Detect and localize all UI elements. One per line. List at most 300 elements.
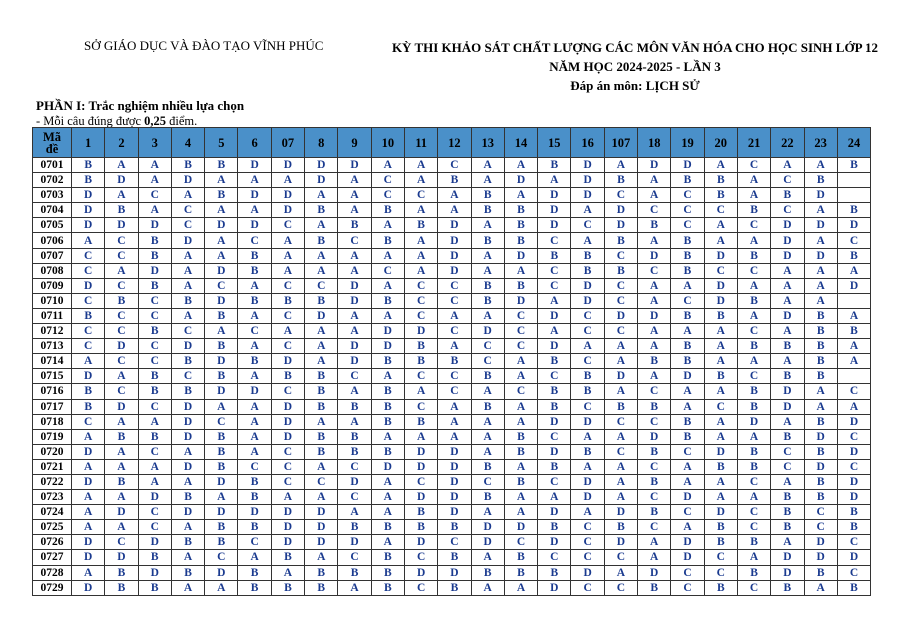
answer-cell: C bbox=[504, 384, 537, 399]
answer-cell: C bbox=[571, 550, 604, 565]
answer-cell: C bbox=[571, 535, 604, 550]
answer-cell: A bbox=[105, 520, 138, 535]
answer-cell: C bbox=[571, 354, 604, 369]
answer-cell: D bbox=[105, 173, 138, 188]
answer-cell: B bbox=[671, 173, 704, 188]
answer-cell: D bbox=[238, 505, 271, 520]
answer-cell: D bbox=[771, 308, 804, 323]
answer-cell: A bbox=[737, 308, 770, 323]
answer-cell: A bbox=[171, 444, 204, 459]
answer-cell: A bbox=[404, 158, 437, 173]
answer-cell: B bbox=[338, 218, 371, 233]
answer-cell: B bbox=[604, 399, 637, 414]
answer-cell: A bbox=[305, 550, 338, 565]
answer-cell: A bbox=[604, 158, 637, 173]
answer-cell: D bbox=[138, 218, 171, 233]
answer-cell: A bbox=[471, 173, 504, 188]
answer-cell: B bbox=[671, 308, 704, 323]
answer-cell: A bbox=[771, 158, 804, 173]
answer-cell: B bbox=[305, 444, 338, 459]
answer-cell: C bbox=[704, 263, 737, 278]
answer-cell: A bbox=[205, 580, 238, 595]
table-row bbox=[33, 414, 871, 429]
answer-cell: C bbox=[538, 233, 571, 248]
answer-cell: A bbox=[771, 354, 804, 369]
answer-cell: C bbox=[171, 203, 204, 218]
exam-code-cell: 0711 bbox=[33, 308, 72, 323]
answer-cell: D bbox=[438, 444, 471, 459]
answer-cell: A bbox=[704, 233, 737, 248]
answer-cell: A bbox=[704, 490, 737, 505]
answer-cell: B bbox=[305, 233, 338, 248]
question-column-header: 8 bbox=[305, 128, 338, 158]
exam-code-cell: 0728 bbox=[33, 565, 72, 580]
answer-cell: A bbox=[105, 263, 138, 278]
answer-cell: A bbox=[471, 414, 504, 429]
answer-cell: A bbox=[804, 263, 837, 278]
answer-cell: B bbox=[138, 429, 171, 444]
answer-cell: C bbox=[538, 278, 571, 293]
answer-cell: B bbox=[471, 369, 504, 384]
answer-cell: C bbox=[105, 233, 138, 248]
answer-cell: A bbox=[671, 399, 704, 414]
answer-cell: B bbox=[538, 158, 571, 173]
answer-cell: A bbox=[205, 203, 238, 218]
answer-cell: D bbox=[271, 203, 304, 218]
answer-cell: D bbox=[704, 444, 737, 459]
answer-cell: D bbox=[638, 158, 671, 173]
answer-cell: D bbox=[72, 218, 105, 233]
table-row bbox=[33, 324, 871, 339]
answer-cell: B bbox=[471, 293, 504, 308]
answer-cell: A bbox=[704, 354, 737, 369]
exam-code-cell: 0709 bbox=[33, 278, 72, 293]
table-row bbox=[33, 339, 871, 354]
answer-cell: A bbox=[671, 324, 704, 339]
exam-code-cell: 0702 bbox=[33, 173, 72, 188]
note-suffix: điểm. bbox=[166, 114, 198, 128]
answer-cell: C bbox=[404, 278, 437, 293]
answer-cell: D bbox=[338, 278, 371, 293]
answer-cell: B bbox=[471, 278, 504, 293]
answer-cell: B bbox=[737, 565, 770, 580]
answer-cell: C bbox=[571, 399, 604, 414]
answer-cell: A bbox=[171, 520, 204, 535]
question-column-header: 10 bbox=[371, 128, 404, 158]
answer-cell: A bbox=[238, 429, 271, 444]
answer-cell: D bbox=[238, 188, 271, 203]
question-column-header: 11 bbox=[404, 128, 437, 158]
answer-cell: B bbox=[837, 203, 870, 218]
answer-cell: D bbox=[338, 158, 371, 173]
answer-cell: C bbox=[105, 324, 138, 339]
answer-cell: C bbox=[604, 293, 637, 308]
exam-code-cell: 0720 bbox=[33, 444, 72, 459]
answer-cell: A bbox=[471, 505, 504, 520]
answer-cell: B bbox=[671, 354, 704, 369]
table-row bbox=[33, 505, 871, 520]
answer-cell: B bbox=[138, 278, 171, 293]
answer-cell: B bbox=[671, 248, 704, 263]
answer-cell: C bbox=[338, 233, 371, 248]
answer-cell: B bbox=[504, 218, 537, 233]
answer-cell: B bbox=[271, 580, 304, 595]
answer-cell: A bbox=[471, 580, 504, 595]
exam-code-cell: 0717 bbox=[33, 399, 72, 414]
question-column-header: 21 bbox=[737, 128, 770, 158]
table-row bbox=[33, 158, 871, 173]
answer-cell: B bbox=[138, 550, 171, 565]
answer-cell: D bbox=[604, 218, 637, 233]
answer-cell: B bbox=[238, 474, 271, 489]
answer-cell: B bbox=[105, 474, 138, 489]
answer-cell: B bbox=[771, 369, 804, 384]
table-row bbox=[33, 233, 871, 248]
answer-cell: D bbox=[837, 550, 870, 565]
answer-cell: A bbox=[771, 474, 804, 489]
answer-cell: D bbox=[271, 429, 304, 444]
answer-cell: D bbox=[271, 520, 304, 535]
answer-cell: D bbox=[671, 490, 704, 505]
question-column-header: 23 bbox=[804, 128, 837, 158]
answer-cell: C bbox=[438, 158, 471, 173]
answer-cell: D bbox=[138, 535, 171, 550]
answer-cell: C bbox=[504, 339, 537, 354]
answer-cell: D bbox=[404, 459, 437, 474]
answer-cell: D bbox=[105, 218, 138, 233]
answer-cell: C bbox=[604, 248, 637, 263]
exam-code-cell: 0708 bbox=[33, 263, 72, 278]
answer-cell: D bbox=[804, 535, 837, 550]
answer-cell: D bbox=[138, 490, 171, 505]
answer-cell: D bbox=[338, 354, 371, 369]
answer-cell: A bbox=[72, 354, 105, 369]
answer-cell: D bbox=[271, 354, 304, 369]
answer-cell: D bbox=[538, 535, 571, 550]
answer-cell: D bbox=[171, 429, 204, 444]
answer-cell: B bbox=[638, 354, 671, 369]
answer-cell: C bbox=[205, 278, 238, 293]
answer-cell: B bbox=[105, 580, 138, 595]
table-header-row bbox=[33, 128, 871, 158]
answer-cell: A bbox=[205, 233, 238, 248]
exam-code-cell: 0716 bbox=[33, 384, 72, 399]
answer-cell: D bbox=[837, 474, 870, 489]
answer-cell: B bbox=[671, 429, 704, 444]
exam-code-cell: 0704 bbox=[33, 203, 72, 218]
answer-cell: B bbox=[238, 263, 271, 278]
answer-cell: D bbox=[105, 339, 138, 354]
answer-cell: D bbox=[438, 459, 471, 474]
question-column-header: 2 bbox=[105, 128, 138, 158]
answer-cell: A bbox=[538, 173, 571, 188]
answer-cell: B bbox=[671, 414, 704, 429]
answer-cell: D bbox=[704, 293, 737, 308]
answer-cell: A bbox=[704, 474, 737, 489]
answer-cell: A bbox=[571, 429, 604, 444]
answer-cell: A bbox=[471, 308, 504, 323]
answer-cell: B bbox=[105, 565, 138, 580]
answer-cell: B bbox=[305, 580, 338, 595]
answer-cell: D bbox=[804, 459, 837, 474]
answer-cell: C bbox=[771, 203, 804, 218]
answer-cell: A bbox=[638, 233, 671, 248]
answer-table-body bbox=[33, 158, 871, 596]
answer-cell: D bbox=[72, 444, 105, 459]
answer-cell: D bbox=[205, 218, 238, 233]
answer-cell: A bbox=[704, 218, 737, 233]
answer-cell: B bbox=[704, 173, 737, 188]
answer-cell: B bbox=[371, 233, 404, 248]
answer-cell: C bbox=[72, 339, 105, 354]
answer-cell: B bbox=[504, 429, 537, 444]
answer-cell: B bbox=[138, 384, 171, 399]
answer-cell: C bbox=[305, 474, 338, 489]
answer-cell: C bbox=[704, 203, 737, 218]
table-row bbox=[33, 565, 871, 580]
answer-cell: D bbox=[404, 565, 437, 580]
question-column-header: 24 bbox=[837, 128, 870, 158]
answer-cell: B bbox=[404, 339, 437, 354]
answer-cell: A bbox=[571, 203, 604, 218]
answer-cell: A bbox=[638, 324, 671, 339]
answer-cell: D bbox=[771, 248, 804, 263]
answer-cell: C bbox=[138, 308, 171, 323]
answer-cell: A bbox=[704, 324, 737, 339]
answer-cell: C bbox=[737, 369, 770, 384]
table-row bbox=[33, 459, 871, 474]
answer-cell: C bbox=[671, 203, 704, 218]
answer-cell: A bbox=[205, 248, 238, 263]
exam-code-cell: 0703 bbox=[33, 188, 72, 203]
answer-cell: B bbox=[737, 339, 770, 354]
answer-cell: A bbox=[371, 490, 404, 505]
question-column-header: 22 bbox=[771, 128, 804, 158]
answer-cell: B bbox=[371, 565, 404, 580]
exam-code-cell: 0705 bbox=[33, 218, 72, 233]
answer-cell: A bbox=[371, 429, 404, 444]
answer-cell: C bbox=[638, 459, 671, 474]
answer-cell: A bbox=[471, 429, 504, 444]
table-row bbox=[33, 354, 871, 369]
answer-cell: C bbox=[404, 399, 437, 414]
answer-cell: A bbox=[504, 414, 537, 429]
answer-cell: B bbox=[737, 248, 770, 263]
answer-cell: A bbox=[771, 535, 804, 550]
answer-cell: D bbox=[538, 414, 571, 429]
answer-cell: C bbox=[338, 459, 371, 474]
answer-cell: D bbox=[571, 173, 604, 188]
answer-cell: B bbox=[804, 354, 837, 369]
answer-cell: B bbox=[171, 565, 204, 580]
table-row bbox=[33, 173, 871, 188]
answer-cell: C bbox=[638, 263, 671, 278]
answer-cell: D bbox=[171, 414, 204, 429]
answer-cell: B bbox=[704, 520, 737, 535]
answer-cell: C bbox=[138, 399, 171, 414]
answer-cell: B bbox=[504, 550, 537, 565]
answer-cell: B bbox=[504, 278, 537, 293]
answer-cell: B bbox=[305, 429, 338, 444]
answer-cell: B bbox=[105, 429, 138, 444]
answer-cell: C bbox=[404, 293, 437, 308]
answer-cell: D bbox=[338, 535, 371, 550]
answer-cell: C bbox=[404, 308, 437, 323]
answer-cell: A bbox=[571, 505, 604, 520]
answer-cell: C bbox=[671, 505, 704, 520]
answer-cell: A bbox=[338, 384, 371, 399]
answer-cell: D bbox=[538, 218, 571, 233]
answer-cell: C bbox=[837, 384, 870, 399]
answer-cell: C bbox=[271, 384, 304, 399]
answer-cell: C bbox=[737, 324, 770, 339]
answer-cell: B bbox=[205, 429, 238, 444]
table-row bbox=[33, 384, 871, 399]
note-prefix: - Mỗi câu đúng được bbox=[36, 114, 145, 128]
answer-cell: C bbox=[72, 263, 105, 278]
answer-cell: B bbox=[737, 399, 770, 414]
answer-cell: B bbox=[571, 369, 604, 384]
answer-cell: B bbox=[771, 580, 804, 595]
answer-cell: D bbox=[771, 218, 804, 233]
answer-cell: A bbox=[504, 188, 537, 203]
answer-cell: A bbox=[704, 429, 737, 444]
answer-cell: C bbox=[238, 459, 271, 474]
answer-cell: A bbox=[305, 459, 338, 474]
answer-cell: D bbox=[837, 414, 870, 429]
answer-table bbox=[32, 127, 871, 596]
answer-cell: A bbox=[371, 308, 404, 323]
answer-cell: C bbox=[737, 263, 770, 278]
answer-cell: D bbox=[305, 173, 338, 188]
answer-cell: B bbox=[105, 203, 138, 218]
answer-cell: B bbox=[171, 384, 204, 399]
answer-cell: D bbox=[238, 218, 271, 233]
answer-cell: A bbox=[837, 308, 870, 323]
answer-cell: C bbox=[105, 384, 138, 399]
answer-cell: D bbox=[205, 293, 238, 308]
answer-cell: C bbox=[471, 354, 504, 369]
answer-cell: D bbox=[438, 263, 471, 278]
answer-cell: D bbox=[604, 203, 637, 218]
answer-cell: C bbox=[105, 278, 138, 293]
answer-cell: A bbox=[438, 414, 471, 429]
answer-cell: C bbox=[571, 324, 604, 339]
answer-cell: D bbox=[72, 550, 105, 565]
exam-code-cell: 0723 bbox=[33, 490, 72, 505]
answer-cell: B bbox=[804, 490, 837, 505]
answer-cell: A bbox=[371, 505, 404, 520]
answer-cell: D bbox=[771, 399, 804, 414]
answer-cell: A bbox=[238, 278, 271, 293]
answer-cell: A bbox=[604, 354, 637, 369]
answer-cell: C bbox=[271, 444, 304, 459]
answer-cell: B bbox=[238, 293, 271, 308]
answer-cell: D bbox=[205, 474, 238, 489]
answer-cell: C bbox=[771, 459, 804, 474]
answer-cell: A bbox=[338, 580, 371, 595]
answer-cell: A bbox=[205, 324, 238, 339]
answer-cell: C bbox=[737, 218, 770, 233]
answer-cell: B bbox=[638, 218, 671, 233]
answer-cell: D bbox=[671, 369, 704, 384]
answer-cell: C bbox=[737, 580, 770, 595]
answer-cell: B bbox=[504, 233, 537, 248]
table-row bbox=[33, 203, 871, 218]
answer-cell: C bbox=[138, 505, 171, 520]
answer-cell: B bbox=[138, 248, 171, 263]
exam-code-cell: 0710 bbox=[33, 293, 72, 308]
answer-cell: A bbox=[205, 173, 238, 188]
answer-cell: C bbox=[305, 278, 338, 293]
answer-cell: B bbox=[671, 233, 704, 248]
answer-cell: B bbox=[438, 550, 471, 565]
answer-cell: B bbox=[271, 293, 304, 308]
answer-cell: A bbox=[604, 339, 637, 354]
answer-cell: A bbox=[105, 414, 138, 429]
answer-cell: C bbox=[604, 278, 637, 293]
question-column-header: 1 bbox=[72, 128, 105, 158]
answer-cell: C bbox=[138, 444, 171, 459]
answer-cell: A bbox=[638, 369, 671, 384]
exam-code-cell: 0714 bbox=[33, 354, 72, 369]
answer-cell: A bbox=[271, 233, 304, 248]
answer-cell: B bbox=[504, 444, 537, 459]
answer-cell: A bbox=[538, 293, 571, 308]
answer-cell: A bbox=[771, 263, 804, 278]
answer-cell: C bbox=[638, 203, 671, 218]
answer-cell: C bbox=[238, 233, 271, 248]
answer-cell: D bbox=[671, 158, 704, 173]
answer-cell: C bbox=[837, 233, 870, 248]
answer-cell: B bbox=[305, 293, 338, 308]
answer-cell: B bbox=[105, 293, 138, 308]
table-row bbox=[33, 474, 871, 489]
answer-cell: A bbox=[471, 158, 504, 173]
answer-cell: A bbox=[804, 399, 837, 414]
answer-cell: A bbox=[105, 444, 138, 459]
answer-cell: B bbox=[671, 263, 704, 278]
answer-cell: A bbox=[371, 369, 404, 384]
exam-code-cell: 0722 bbox=[33, 474, 72, 489]
answer-cell: C bbox=[138, 339, 171, 354]
answer-cell: D bbox=[238, 384, 271, 399]
exam-code-cell: 0701 bbox=[33, 158, 72, 173]
answer-cell: B bbox=[72, 158, 105, 173]
answer-cell: A bbox=[238, 369, 271, 384]
answer-cell: A bbox=[571, 459, 604, 474]
answer-cell: D bbox=[171, 233, 204, 248]
answer-cell: A bbox=[138, 474, 171, 489]
answer-cell: A bbox=[238, 203, 271, 218]
answer-cell: B bbox=[338, 520, 371, 535]
answer-cell: A bbox=[171, 308, 204, 323]
answer-cell: D bbox=[538, 203, 571, 218]
answer-cell: B bbox=[205, 369, 238, 384]
answer-cell: A bbox=[804, 233, 837, 248]
answer-cell: B bbox=[471, 490, 504, 505]
corner-label-line1: Mã bbox=[42, 129, 62, 144]
answer-cell: A bbox=[804, 203, 837, 218]
answer-cell: A bbox=[338, 248, 371, 263]
answer-cell: D bbox=[271, 414, 304, 429]
question-column-header: 12 bbox=[438, 128, 471, 158]
answer-cell: D bbox=[604, 369, 637, 384]
answer-cell: A bbox=[171, 474, 204, 489]
answer-cell: C bbox=[72, 248, 105, 263]
answer-cell: D bbox=[804, 218, 837, 233]
answer-cell: D bbox=[404, 535, 437, 550]
